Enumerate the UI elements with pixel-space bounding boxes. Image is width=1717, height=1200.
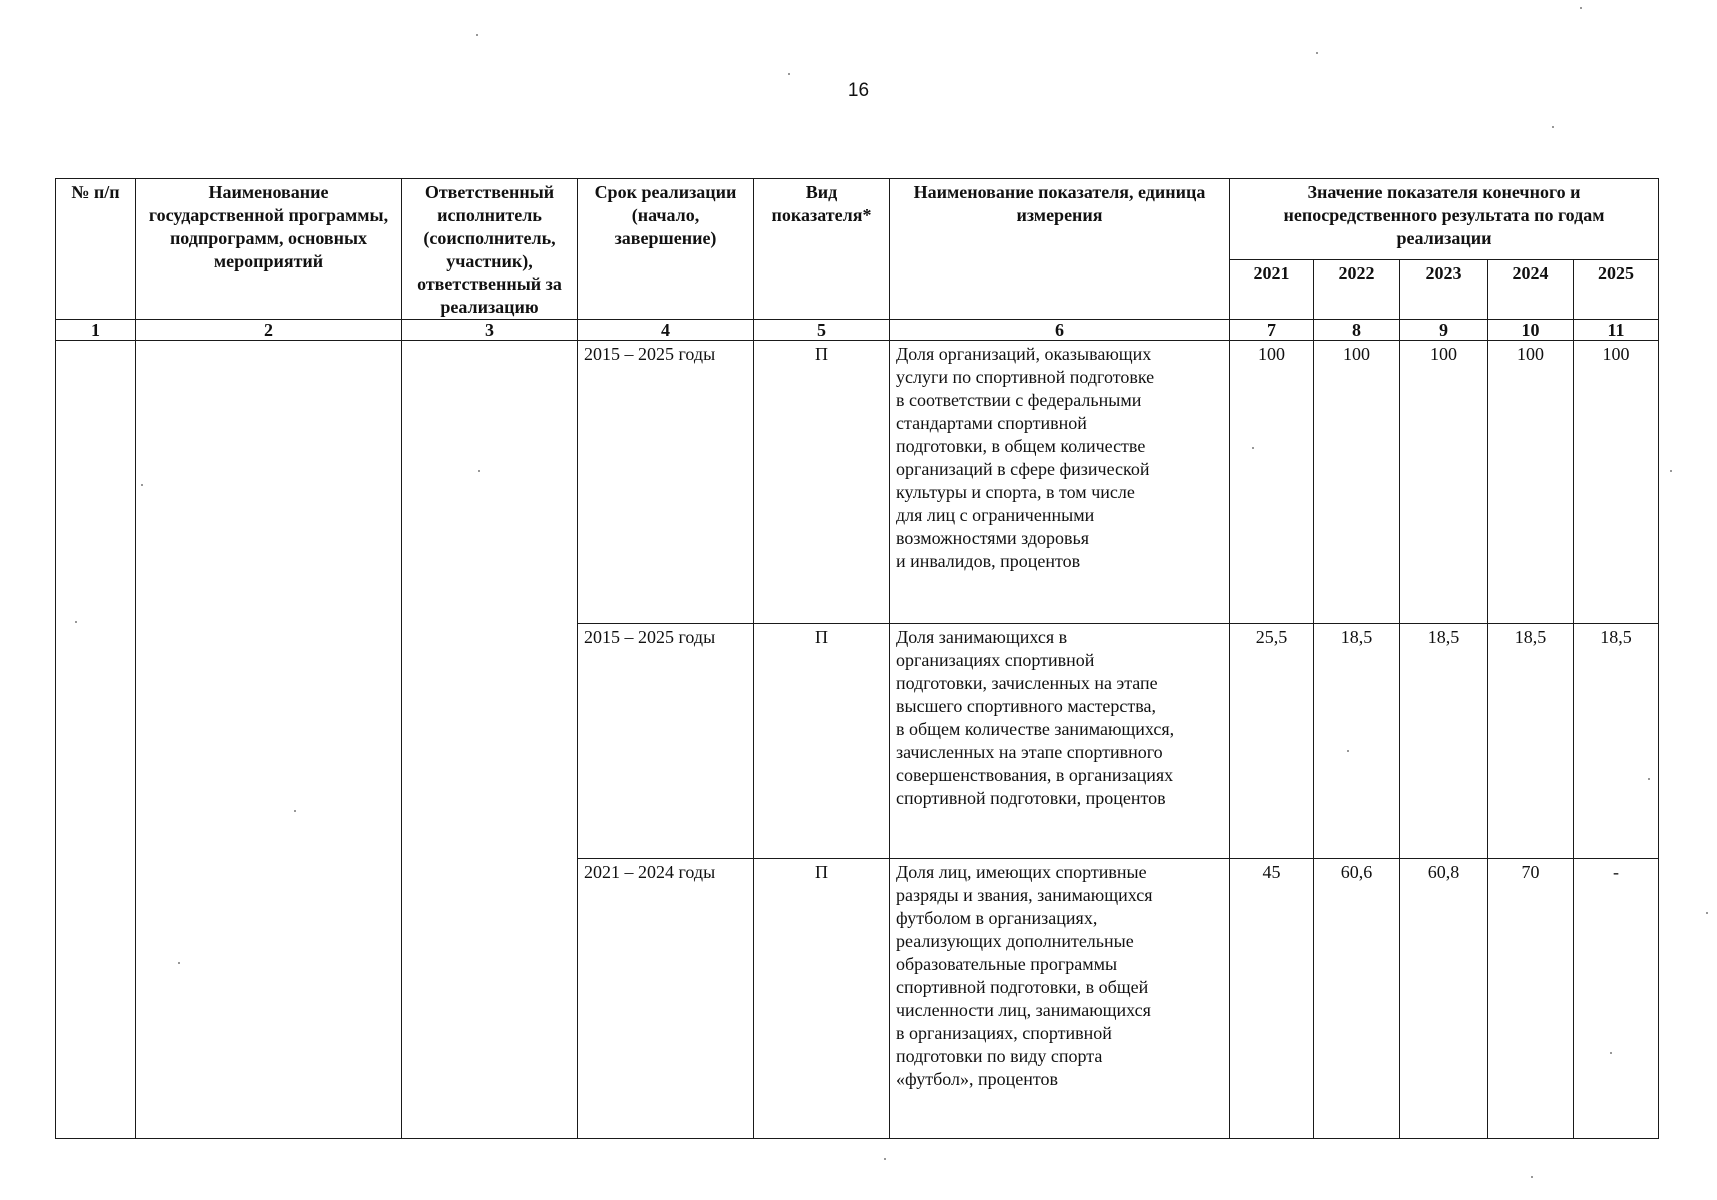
header-program: Наименование государственной программы, подпрограмм, основных мероприятий — [136, 179, 402, 320]
scan-speck — [1610, 1052, 1612, 1054]
type-cell: П — [754, 859, 890, 1139]
value-cell: 18,5 — [1574, 624, 1659, 859]
type-cell: П — [754, 341, 890, 624]
header-year: 2023 — [1400, 260, 1488, 320]
scan-speck — [884, 1158, 886, 1160]
column-number: 2 — [136, 320, 402, 341]
header-year: 2024 — [1488, 260, 1574, 320]
column-number: 8 — [1314, 320, 1400, 341]
type-cell: П — [754, 624, 890, 859]
scan-speck — [1580, 7, 1582, 9]
column-number-row — [56, 320, 1659, 341]
header-indicator: Наименование показателя, единица измерения — [890, 179, 1230, 320]
scan-speck — [1648, 778, 1650, 780]
column-number: 1 — [56, 320, 136, 341]
scan-speck — [478, 470, 480, 472]
header-year: 2021 — [1230, 260, 1314, 320]
scan-speck — [178, 962, 180, 964]
indicator-cell: Доля занимающихся в организациях спортивной подготовки, зачисленных на этапе высшего спортивного мастерства, в общем количестве занимающихся, зачисленных на этапе спортивного совершенствования, в организациях спортивной подготовки, процентов — [890, 624, 1230, 859]
scan-speck — [1531, 1176, 1533, 1178]
scan-speck — [75, 621, 77, 623]
scan-speck — [476, 34, 478, 36]
column-number: 9 — [1400, 320, 1488, 341]
value-cell: 18,5 — [1400, 624, 1488, 859]
value-cell: 45 — [1230, 859, 1314, 1139]
value-cell: 25,5 — [1230, 624, 1314, 859]
value-cell: 100 — [1230, 341, 1314, 624]
column-number: 7 — [1230, 320, 1314, 341]
scan-speck — [1347, 750, 1349, 752]
value-cell: - — [1574, 859, 1659, 1139]
scan-speck — [141, 484, 143, 486]
column-number: 4 — [578, 320, 754, 341]
period-cell: 2015 – 2025 годы — [578, 624, 754, 859]
value-cell: 100 — [1400, 341, 1488, 624]
header-period: Срок реализации (начало, завершение) — [578, 179, 754, 320]
indicator-cell: Доля организаций, оказывающих услуги по спортивной подготовке в соответствии с федеральными стандартами спортивной подготовки, в общем количестве организаций в сфере физической культуры и спорта, в том числе для лиц с ограниченными возможностями здоровья и инвалидов, процентов — [890, 341, 1230, 624]
page-number: 16 — [847, 80, 870, 101]
header-row-top — [56, 179, 1659, 260]
value-cell: 100 — [1488, 341, 1574, 624]
header-executor: Ответственный исполнитель (соисполнитель, участник), ответственный за реализацию — [402, 179, 578, 320]
scan-speck — [1706, 912, 1708, 914]
header-num: № п/п — [56, 179, 136, 320]
scan-speck — [1670, 470, 1672, 472]
table-row — [56, 341, 1659, 624]
value-cell: 100 — [1314, 341, 1400, 624]
column-number: 5 — [754, 320, 890, 341]
period-cell: 2021 – 2024 годы — [578, 859, 754, 1139]
column-number: 11 — [1574, 320, 1659, 341]
header-year: 2022 — [1314, 260, 1400, 320]
value-cell: 18,5 — [1314, 624, 1400, 859]
scan-speck — [1316, 52, 1318, 54]
scan-speck — [294, 810, 296, 812]
header-values-group: Значение показателя конечного и непосредственного результата по годам реализации — [1230, 179, 1659, 260]
program-cell-empty — [136, 341, 402, 1139]
header-type: Вид показателя* — [754, 179, 890, 320]
column-number: 6 — [890, 320, 1230, 341]
indicators-table — [55, 178, 1659, 1139]
value-cell: 60,8 — [1400, 859, 1488, 1139]
scan-speck — [1252, 447, 1254, 449]
scan-speck — [1552, 126, 1554, 128]
indicator-cell: Доля лиц, имеющих спортивные разряды и звания, занимающихся футболом в организациях, реализующих дополнительные образовательные программы спортивной подготовки, в общей численности лиц, занимающихся в организациях, спортивной подготовки по виду спорта «футбол», процентов — [890, 859, 1230, 1139]
executor-cell-empty — [402, 341, 578, 1139]
column-number: 10 — [1488, 320, 1574, 341]
scan-speck — [788, 73, 790, 75]
value-cell: 60,6 — [1314, 859, 1400, 1139]
period-cell: 2015 – 2025 годы — [578, 341, 754, 624]
value-cell: 100 — [1574, 341, 1659, 624]
value-cell: 18,5 — [1488, 624, 1574, 859]
num-cell-empty — [56, 341, 136, 1139]
column-number: 3 — [402, 320, 578, 341]
value-cell: 70 — [1488, 859, 1574, 1139]
header-year: 2025 — [1574, 260, 1659, 320]
